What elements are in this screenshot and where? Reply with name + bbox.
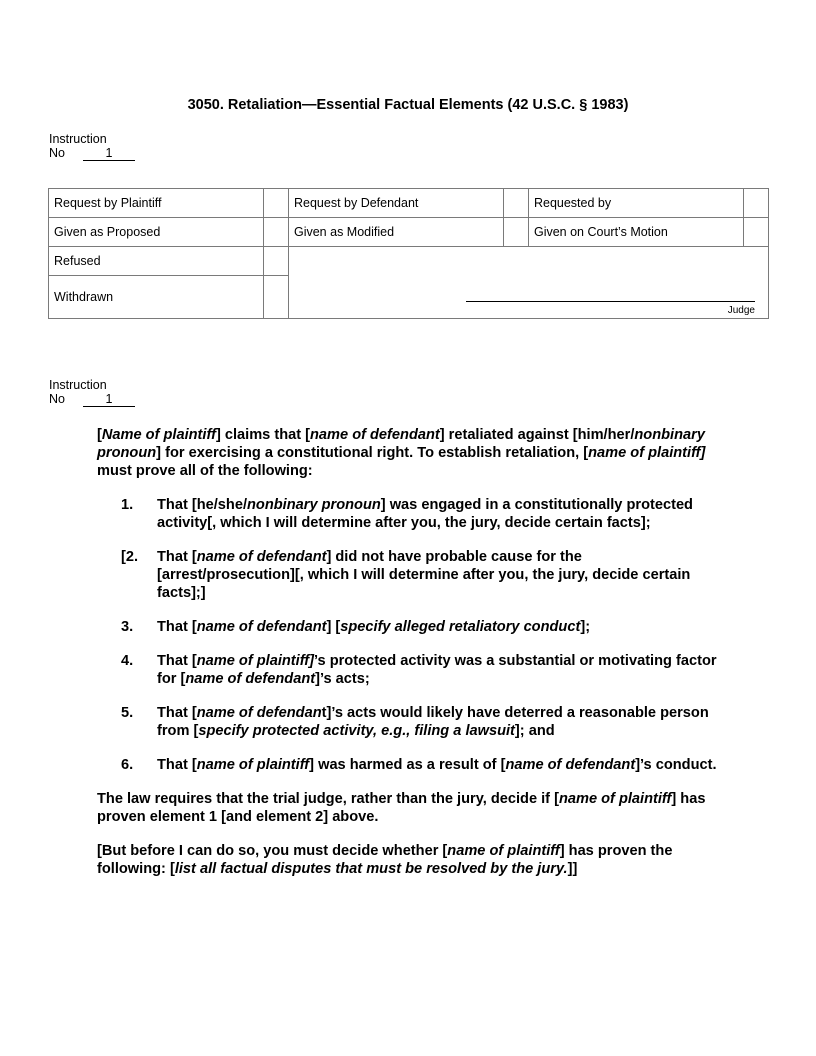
request-by-defendant-checkbox[interactable] — [504, 189, 529, 218]
intro-paragraph — [97, 426, 717, 480]
instruction-text: ] has proven the following: [ — [97, 843, 673, 877]
given-as-modified-label: Given as Modified — [288, 218, 503, 247]
instruction-label: Instruction — [49, 132, 107, 146]
element-item-1 — [97, 496, 717, 532]
instruction-text: ]; — [580, 619, 591, 635]
placeholder-text: name of plaintiff] — [196, 653, 315, 669]
requested-by-checkbox[interactable] — [744, 189, 769, 218]
instruction-text: That [he/she/ — [157, 497, 248, 513]
instruction-no-row — [49, 392, 135, 407]
element-item-3 — [97, 618, 717, 636]
judge-signature-line[interactable] — [466, 301, 755, 302]
request-by-defendant-label: Request by Defendant — [288, 189, 503, 218]
instruction-text: ] was engaged in a constitutionally protected activity[, which I will determine after you, the jury, decide certain facts]; — [157, 497, 693, 531]
instruction-text: That [ — [157, 549, 197, 565]
element-marker: 1. — [121, 497, 134, 513]
given-on-courts-motion-label: Given on Court’s Motion — [528, 218, 743, 247]
page-title: 3050. Retaliation—Essential Factual Elements (42 U.S.C. § 1983) — [187, 97, 629, 113]
instruction-text: The law requires that the trial judge, rather than the jury, decide if [ — [97, 791, 559, 807]
instruction-no-value: 1 — [83, 147, 135, 161]
element-text — [157, 757, 717, 773]
element-marker: [2. — [121, 549, 139, 565]
elements-list — [97, 496, 717, 774]
refused-checkbox[interactable] — [264, 247, 289, 276]
refused-label: Refused — [49, 247, 264, 276]
instruction-body — [97, 426, 717, 894]
given-as-modified-checkbox[interactable] — [504, 218, 529, 247]
instruction-no-label: No — [49, 146, 65, 160]
placeholder-text: name of plaintiff] — [588, 445, 706, 461]
given-as-proposed-checkbox[interactable] — [264, 218, 289, 247]
placeholder-text: name of defendant — [505, 757, 636, 773]
element-text — [157, 619, 590, 635]
instruction-no-label: No — [49, 392, 65, 406]
withdrawn-checkbox[interactable] — [264, 276, 289, 319]
element-item-5 — [97, 704, 717, 740]
instruction-text: ] did not have probable cause for the [arrest/prosecution][, which I will determine after you, the jury, decide certain facts];] — [157, 549, 691, 601]
request-by-plaintiff-checkbox[interactable] — [264, 189, 289, 218]
instruction-text: ]’s acts; — [315, 671, 370, 687]
element-text — [157, 497, 693, 531]
element-marker: 5. — [121, 705, 134, 721]
element-marker: 3. — [121, 619, 134, 635]
final-paragraph — [97, 842, 717, 878]
given-on-courts-motion-checkbox[interactable] — [744, 218, 769, 247]
instruction-text: That [ — [157, 705, 197, 721]
placeholder-text: name of plaintiff — [196, 757, 310, 773]
placeholder-text: name of defendant — [196, 619, 327, 635]
element-text — [157, 705, 709, 739]
instruction-text: [But before I can do so, you must decide whether [ — [97, 843, 448, 859]
element-marker: 6. — [121, 757, 134, 773]
element-text — [157, 549, 690, 601]
judge-label: Judge — [727, 305, 755, 316]
instruction-label: Instruction — [49, 378, 107, 392]
element-text — [157, 653, 717, 687]
placeholder-text: Name of plaintiff — [101, 427, 216, 443]
instruction-no-row — [49, 146, 135, 161]
instruction-number-bottom — [49, 378, 135, 407]
instruction-text: ] was harmed as a result of [ — [309, 757, 506, 773]
request-by-plaintiff-label: Request by Plaintiff — [49, 189, 264, 218]
placeholder-text: name of defendan — [196, 705, 322, 721]
instruction-text: t]’s acts would likely have deterred a reasonable person from [ — [157, 705, 709, 739]
element-item-6 — [97, 756, 717, 774]
placeholder-text: nonbinary pronoun — [97, 427, 705, 461]
request-table — [48, 188, 769, 319]
placeholder-text: nonbinary pronoun — [247, 497, 381, 513]
instruction-text: ’s protected activity was a substantial or motivating factor for [ — [157, 653, 717, 687]
element-marker: 4. — [121, 653, 134, 669]
law-paragraph — [97, 790, 717, 826]
instruction-number-top — [49, 132, 135, 161]
requested-by-label: Requested by — [528, 189, 743, 218]
instruction-text: That [ — [157, 653, 197, 669]
instruction-text: ] [ — [326, 619, 341, 635]
instruction-text: That [ — [157, 619, 197, 635]
element-item-4 — [97, 652, 717, 688]
placeholder-text: list all factual disputes that must be resolved by the jury. — [174, 861, 568, 877]
placeholder-text: name of plaintiff — [447, 843, 560, 859]
judge-signature-area — [288, 247, 768, 319]
instruction-text: [ — [97, 427, 102, 443]
placeholder-text: name of defendant — [185, 671, 316, 687]
instruction-text: ] has proven element 1 [and element 2] above. — [97, 791, 706, 825]
instruction-text: ]] — [567, 861, 578, 877]
instruction-text: ] claims that [ — [215, 427, 311, 443]
element-item-2 — [97, 548, 717, 602]
instruction-text: ] retaliated against [him/her/ — [439, 427, 635, 443]
placeholder-text: name of defendant — [196, 549, 327, 565]
placeholder-text: name of plaintiff — [558, 791, 672, 807]
placeholder-text: specify alleged retaliatory conduct — [340, 619, 581, 635]
instruction-text: ]’s conduct. — [635, 757, 717, 773]
withdrawn-label: Withdrawn — [49, 276, 264, 319]
placeholder-text: specify protected activity, e.g., filing a lawsuit — [198, 723, 515, 739]
instruction-text: must prove all of the following: — [97, 463, 313, 479]
given-as-proposed-label: Given as Proposed — [49, 218, 264, 247]
instruction-text: ]; and — [514, 723, 555, 739]
instruction-no-value: 1 — [83, 393, 135, 407]
instruction-text: That [ — [157, 757, 197, 773]
instruction-text: ] for exercising a constitutional right. To establish retaliation, [ — [156, 445, 589, 461]
placeholder-text: name of defendant — [310, 427, 440, 443]
